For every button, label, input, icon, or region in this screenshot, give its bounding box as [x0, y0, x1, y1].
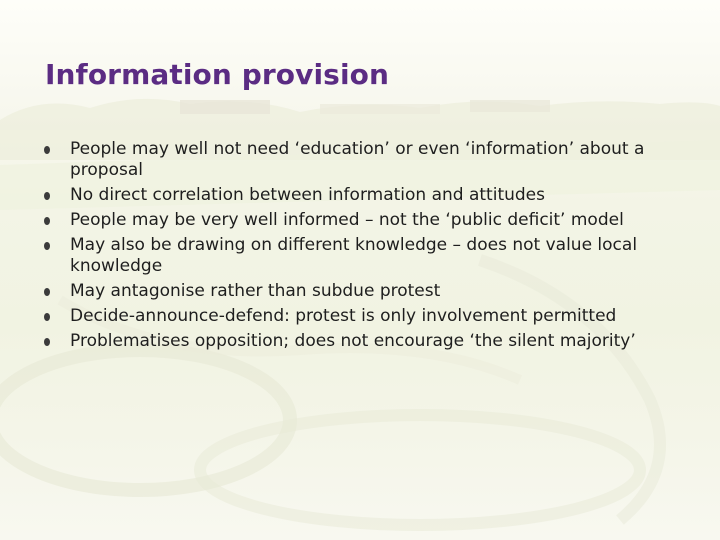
bullet-text: May antagonise rather than subdue protest [70, 281, 441, 301]
bullet-text: People may well not need ‘education’ or even ‘information’ about a proposal [70, 139, 645, 180]
bullet-item [44, 210, 694, 231]
bullet-dot-icon [44, 313, 50, 321]
bullet-text: Decide-announce-defend: protest is only involvement permitted [70, 306, 617, 326]
bullet-text: Problematises opposition; does not encourage ‘the silent majority’ [70, 331, 636, 351]
slide-title: Information provision [45, 58, 390, 91]
bullet-item [44, 139, 694, 181]
bullet-text: People may be very well informed – not the ‘public deficit’ model [70, 210, 624, 230]
bullet-item [44, 331, 694, 352]
bullet-item [44, 235, 694, 277]
bullet-dot-icon [44, 192, 50, 200]
bullet-text: No direct correlation between information and attitudes [70, 185, 545, 205]
bullet-list [44, 139, 694, 356]
bullet-item [44, 281, 694, 302]
bullet-dot-icon [44, 217, 50, 225]
bullet-dot-icon [44, 338, 50, 346]
bullet-dot-icon [44, 288, 50, 296]
bullet-dot-icon [44, 146, 50, 154]
bullet-dot-icon [44, 242, 50, 250]
bullet-item [44, 185, 694, 206]
bullet-item [44, 306, 694, 327]
bullet-text: May also be drawing on different knowledge – does not value local knowledge [70, 235, 638, 276]
